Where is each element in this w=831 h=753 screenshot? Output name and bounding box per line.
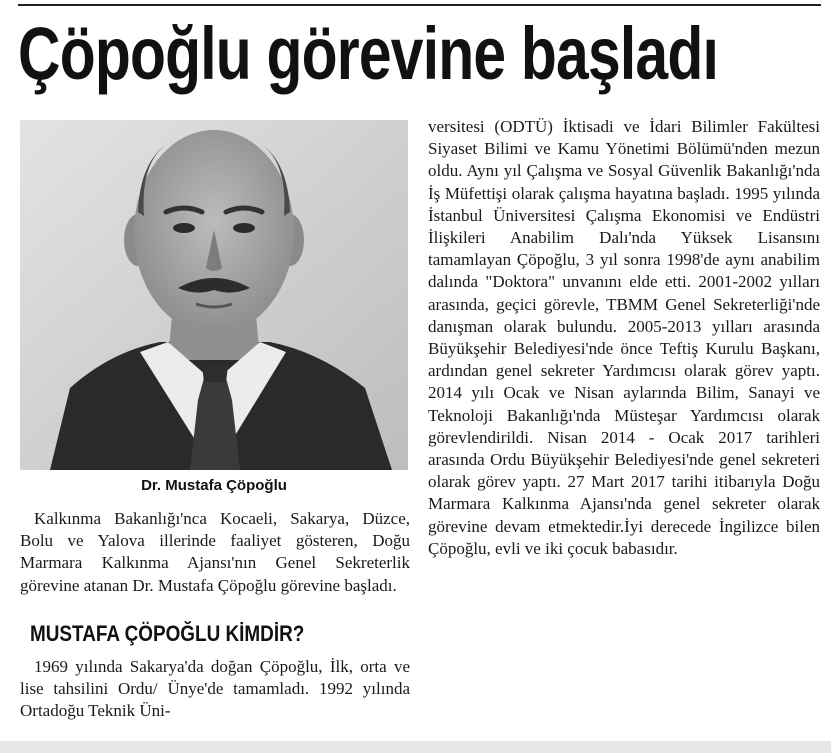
intro-paragraph: Kalkınma Bakanlığı'nca Kocaeli, Sakarya, Düzce, Bolu ve Yalova illerinde faaliyet gösteren, Doğu Marmara Kalkınma Ajansı'nın Genel Sekreterlik görevine atanan Dr. Mustafa Çöpoğlu görevine başladı. [20,509,410,595]
portrait-illustration [20,120,408,470]
bottom-band [0,741,831,753]
portrait-photo [20,120,408,470]
section-heading: MUSTAFA ÇÖPOĞLU KİMDİR? [30,621,305,646]
bio-paragraph-start: 1969 yılında Sakarya'da doğan Çöpoğlu, İlk, orta ve lise tahsilini Ordu/ Ünye'de tamamladı. 1992 yılında Ortadoğu Teknik Üni- [20,657,410,721]
headline: Çöpoğlu görevine başladı [18,12,719,95]
bio-paragraph-continued: versitesi (ODTÜ) İktisadi ve İdari Bilimler Fakültesi Siyaset Bilimi ve Kamu Yönetimi Bölümü'nden mezun oldu. Aynı yıl Çalışma ve Sosyal Güvenlik Bakanlığı'nda İş Müfettişi olarak çalışma hayatına başladı. 1995 yılında İstanbul Üniversitesi Çalışma Ekonomisi ve Endüstri İlişkileri Anabilim Dalı'nda Yüksek Lisansını tamamlayan Çöpoğlu, 3 yıl sonra 1998'de aynı anabilim dalında "Doktora" unvanını elde etti. 2001-2002 yılları arasında, geçici görevle, TBMM Genel Sekreterliği'nde danışman olarak bulundu. 2005-2013 yılları arasında Büyükşehir Belediyesi'nde önce Teftiş Kurulu Başkanı, ardından genel sekreter Yardımcısı olarak görev yaptı. 2014 yılı Ocak ve Nisan aylarında Bilim, Sanayi ve Teknoloji Bakanlığı'nda Müsteşar Yardımcısı olarak görevlendirildi. Nisan 2014 - Ocak 2017 tarihleri arasında Ordu Büyükşehir Belediyesi'nde genel sekreteri olarak görev yaptı. 27 Mart 2017 tarihi itibarıyla Doğu Marmara Kalkınma Ajansı'nda genel sekreter olarak görevine devam etmektedir.İyi derecede İngilizce bilen Çöpoğlu, evli ve iki çocuk babasıdır. [428,117,820,558]
photo-caption: Dr. Mustafa Çöpoğlu [141,477,287,494]
